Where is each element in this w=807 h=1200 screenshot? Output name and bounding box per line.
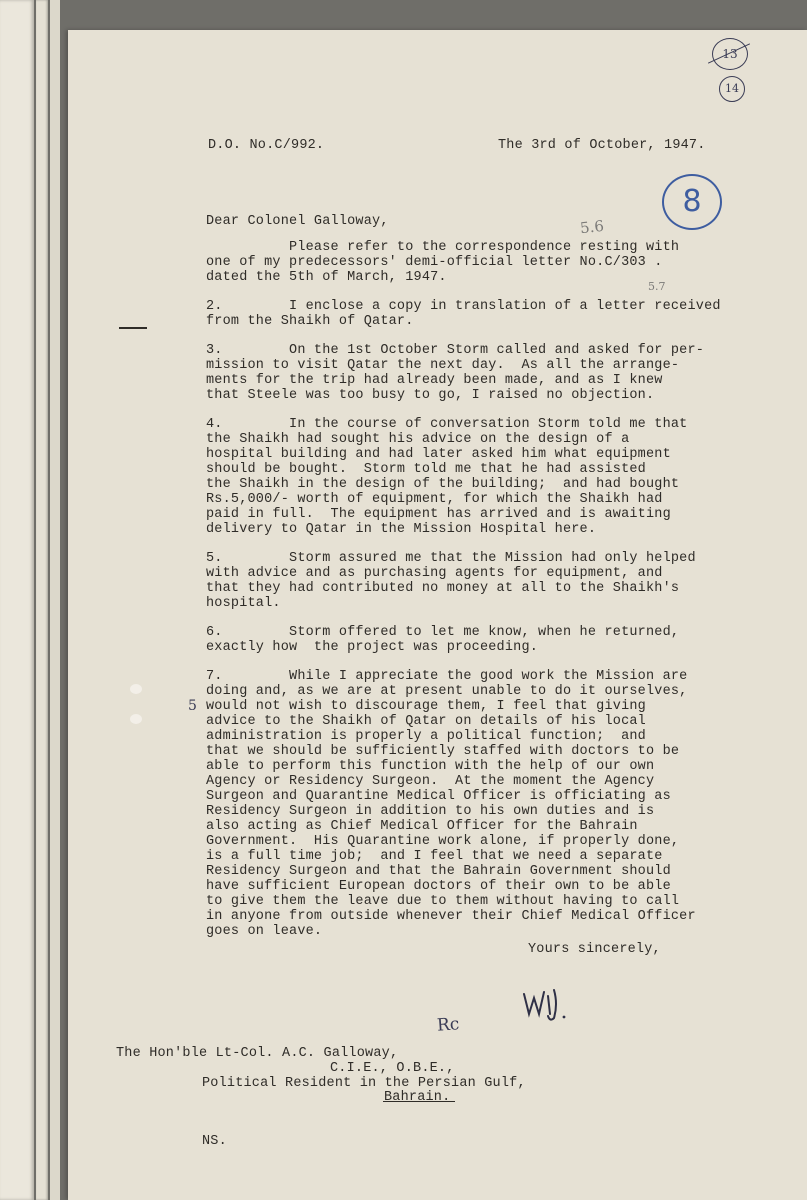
initials-mark: Rc [436, 1014, 460, 1036]
body-line: 6. Storm offered to let me know, when he returned, [206, 625, 680, 640]
circled-stamp-number: 8 [662, 174, 722, 230]
folio-number: 14 [719, 76, 745, 102]
pencil-note-2: 5.7 [648, 280, 666, 293]
body-line: that we should be sufficiently staffed with doctors to be [206, 744, 680, 759]
body-line: administration is properly a political function; and [206, 729, 646, 744]
reference-number: D.O. No.C/992. [208, 138, 325, 153]
body-line: 2. I enclose a copy in translation of a letter received [206, 299, 721, 314]
body-line: that Steele was too busy to go, I raised no objection. [206, 388, 655, 403]
body-line: to give them the leave due to them without having to call [206, 894, 680, 909]
page-edge-inner [50, 0, 60, 1200]
body-line: is a full time job; and I feel that we need a separate [206, 849, 663, 864]
body-line: have sufficient European doctors of their own to be able [206, 879, 671, 894]
page-edge-middle [36, 0, 48, 1200]
body-line: one of my predecessors' demi-official letter No.C/303 . [206, 255, 663, 270]
body-line: dated the 5th of March, 1947. [206, 270, 447, 285]
page-edge-left [0, 0, 34, 1200]
body-line: goes on leave. [206, 924, 323, 939]
body-line: exactly how the project was proceeding. [206, 640, 539, 655]
addressee-name: The Hon'ble Lt-Col. A.C. Galloway, [116, 1046, 399, 1061]
paper-smudge [130, 684, 142, 694]
body-line: the Shaikh in the design of the building; and had bought [206, 477, 680, 492]
paper-smudge [130, 714, 142, 724]
body-line: with advice and as purchasing agents for equipment, and [206, 566, 663, 581]
body-line: Government. His Quarantine work alone, if properly done, [206, 834, 680, 849]
body-line: Residency Surgeon and that the Bahrain Government should [206, 864, 671, 879]
body-line: that they had contributed no money at all to the Shaikh's [206, 581, 680, 596]
body-line: Rs.5,000/- worth of equipment, for which the Shaikh had [206, 492, 663, 507]
body-line: from the Shaikh of Qatar. [206, 314, 414, 329]
body-line: 3. On the 1st October Storm called and asked for per- [206, 343, 705, 358]
body-line: mission to visit Qatar the next day. As all the arrange- [206, 358, 680, 373]
body-line: paid in full. The equipment has arrived and is awaiting [206, 507, 671, 522]
body-line: able to perform this function with the help of our own [206, 759, 655, 774]
body-line: in anyone from outside whenever their Chief Medical Officer [206, 909, 696, 924]
salutation: Dear Colonel Galloway, [206, 214, 389, 229]
body-line: the Shaikh had sought his advice on the design of a [206, 432, 630, 447]
margin-number: 5 [188, 698, 197, 714]
folio-number-struck: 13 [712, 38, 748, 70]
body-line: hospital building and had later asked him what equipment [206, 447, 671, 462]
body-line: doing and, as we are at present unable to do it ourselves, [206, 684, 688, 699]
body-line: delivery to Qatar in the Mission Hospital here. [206, 522, 597, 537]
addressee-honours: C.I.E., O.B.E., [330, 1061, 455, 1076]
body-line: should be bought. Storm told me that he had assisted [206, 462, 646, 477]
body-line: Residency Surgeon in addition to his own duties and is [206, 804, 655, 819]
typist-initials: NS. [202, 1134, 227, 1149]
body-line: 4. In the course of conversation Storm told me that [206, 417, 688, 432]
letter-date: The 3rd of October, 1947. [498, 138, 706, 153]
body-line: 7. While I appreciate the good work the Mission are [206, 669, 688, 684]
body-line: Surgeon and Quarantine Medical Officer is officiating as [206, 789, 671, 804]
addressee-title: Political Resident in the Persian Gulf, [202, 1076, 526, 1091]
body-line: Please refer to the correspondence resting with [206, 240, 680, 255]
addressee-location: Bahrain. [384, 1090, 451, 1105]
body-line: also acting as Chief Medical Officer for the Bahrain [206, 819, 638, 834]
handwritten-signature [520, 984, 576, 1024]
pencil-note-1: 5.6 [579, 216, 605, 238]
body-line: would not wish to discourage them, I feel that giving [206, 699, 646, 714]
body-line: ments for the trip had already been made, and as I knew [206, 373, 663, 388]
body-line: advice to the Shaikh of Qatar on details of his local [206, 714, 646, 729]
closing: Yours sincerely, [528, 942, 661, 957]
body-line: hospital. [206, 596, 281, 611]
margin-dash-mark [119, 327, 147, 329]
location-underline [383, 1101, 455, 1102]
body-line: Agency or Residency Surgeon. At the moment the Agency [206, 774, 655, 789]
body-line: 5. Storm assured me that the Mission had only helped [206, 551, 696, 566]
